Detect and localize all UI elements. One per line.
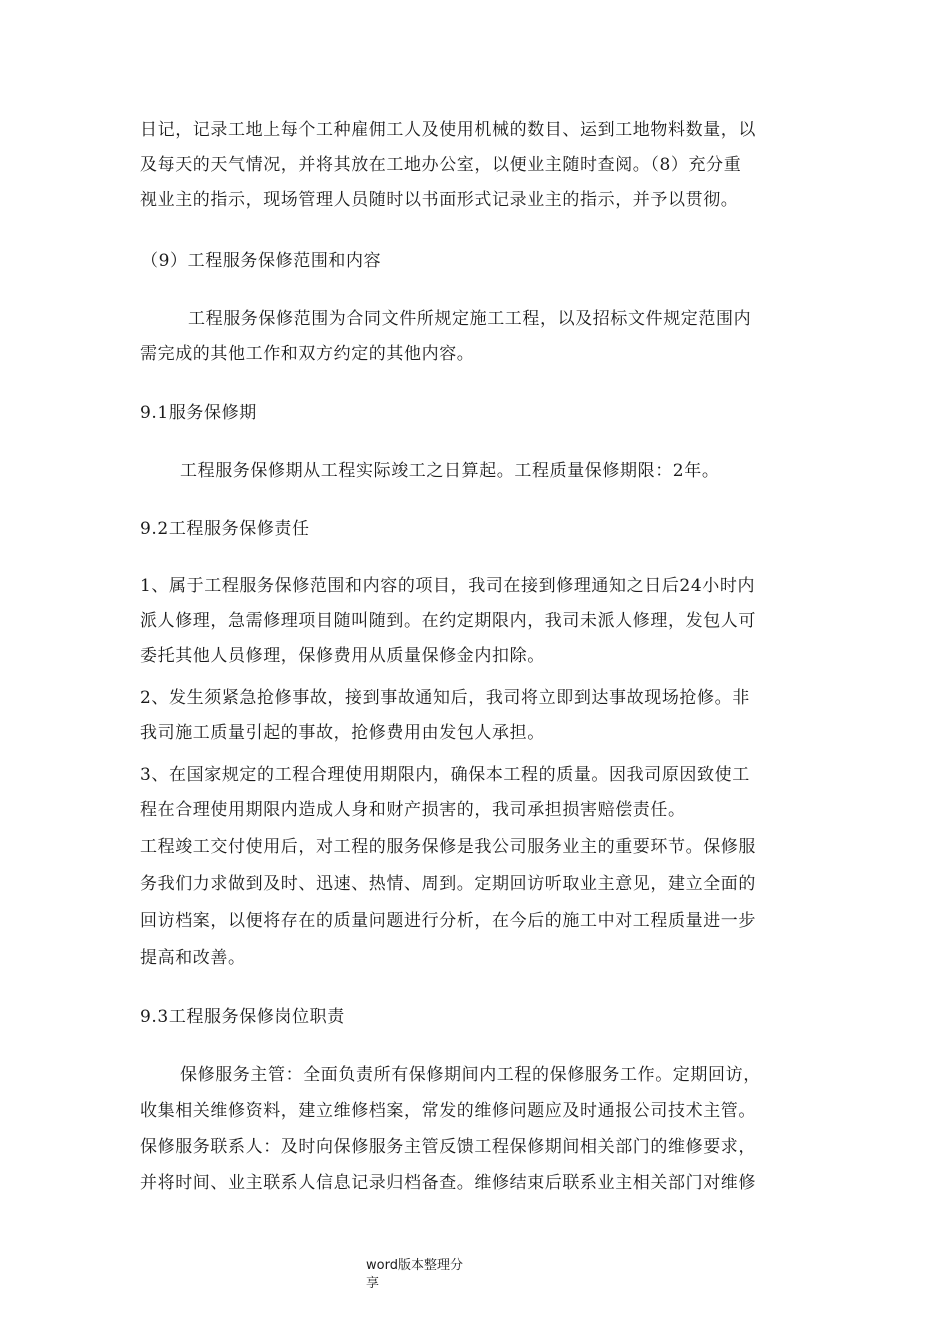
text-line: 务我们力求做到及时、迅速、热情、周到。定期回访听取业主意见，建立全面的	[140, 874, 756, 894]
text-line: 工程服务保修期从工程实际竣工之日算起。工程质量保修期限：2年。	[180, 461, 720, 481]
section-heading: 9.2工程服务保修责任	[140, 519, 310, 539]
section-heading: 9.1服务保修期	[140, 403, 257, 423]
text-line: 2、发生须紧急抢修事故，接到事故通知后，我司将立即到达事故现场抢修。非	[140, 688, 750, 708]
text-line: 保修服务主管：全面负责所有保修期间内工程的保修服务工作。定期回访，	[180, 1065, 761, 1085]
text-line: 1、属于工程服务保修范围和内容的项目，我司在接到修理通知之日后24小时内	[140, 576, 756, 596]
text-line: 视业主的指示，现场管理人员随时以书面形式记录业主的指示，并予以贯彻。	[140, 190, 739, 210]
text-line: 及每天的天气情况，并将其放在工地办公室，以便业主随时查阅。（8）充分重	[140, 155, 742, 175]
text-line: 提高和改善。	[140, 948, 246, 968]
footer-text: 享	[366, 1276, 380, 1291]
text-line: 3、在国家规定的工程合理使用期限内，确保本工程的质量。因我司原因致使工	[140, 765, 750, 785]
text-line: 保修服务联系人：及时向保修服务主管反馈工程保修期间相关部门的维修要求，	[140, 1137, 756, 1157]
text-line: 委托其他人员修理，保修费用从质量保修金内扣除。	[140, 646, 545, 666]
text-line: 需完成的其他工作和双方约定的其他内容。	[140, 344, 475, 364]
footer-text: word版本整理分	[366, 1258, 463, 1273]
section-heading: （9）工程服务保修范围和内容	[141, 251, 382, 271]
text-line: 回访档案，以便将存在的质量问题进行分析，在今后的施工中对工程质量进一步	[140, 911, 756, 931]
text-line: 我司施工质量引起的事故，抢修费用由发包人承担。	[140, 723, 545, 743]
text-line: 工程竣工交付使用后，对工程的服务保修是我公司服务业主的重要环节。保修服	[140, 837, 756, 857]
text-line: 并将时间、业主联系人信息记录归档备查。维修结束后联系业主相关部门对维修	[140, 1173, 756, 1193]
text-line: 程在合理使用期限内造成人身和财产损害的，我司承担损害赔偿责任。	[140, 800, 686, 820]
text-line: 收集相关维修资料，建立维修档案，常发的维修问题应及时通报公司技术主管。	[140, 1101, 756, 1121]
text-line: 工程服务保修范围为合同文件所规定施工工程，以及招标文件规定范围内	[188, 309, 752, 329]
text-line: 日记，记录工地上每个工种雇佣工人及使用机械的数目、运到工地物料数量，以	[140, 120, 756, 140]
page-footer	[366, 1257, 506, 1293]
section-heading: 9.3工程服务保修岗位职责	[140, 1007, 345, 1027]
text-line: 派人修理，急需修理项目随叫随到。在约定期限内，我司未派人修理，发包人可	[140, 611, 756, 631]
